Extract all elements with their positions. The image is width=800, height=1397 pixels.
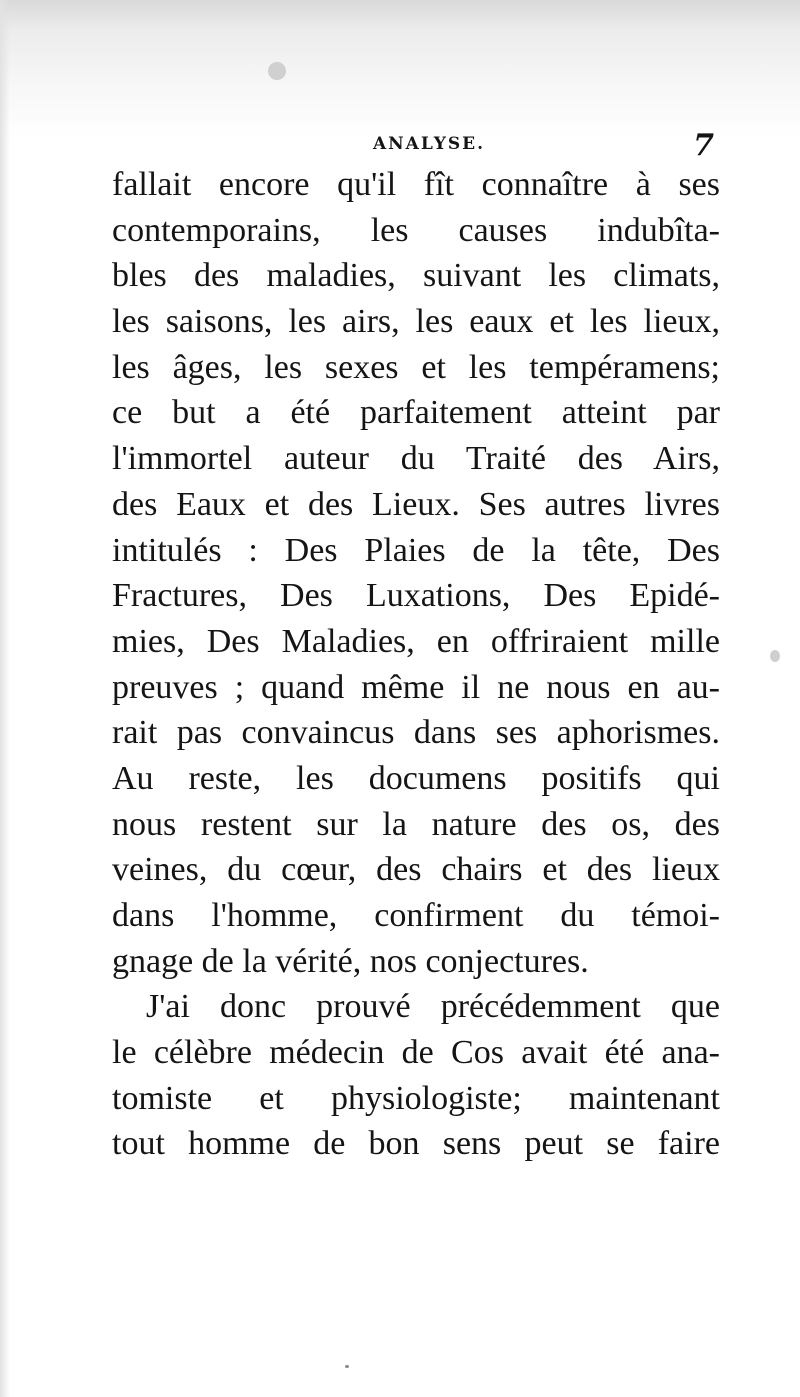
text-line: tomiste et physiologiste; maintenant	[112, 1079, 720, 1117]
text-line: intitulés : Des Plaies de la tête, Des	[112, 531, 720, 569]
text-line: Fractures, Des Luxations, Des Epidé-	[112, 577, 720, 615]
text-line: l'immortel auteur du Traité des Airs,	[112, 440, 720, 478]
page-edge-shadow	[0, 0, 10, 1397]
text-line: tout homme de bon sens peut se faire	[112, 1125, 720, 1163]
text-line: bles des maladies, suivant les climats,	[112, 257, 720, 295]
paper-speck	[345, 1365, 349, 1368]
text-line: contemporains, les causes indubîta-	[112, 211, 720, 249]
text-line: le célèbre médecin de Cos avait été ana-	[112, 1034, 720, 1072]
text-line: les âges, les sexes et les tempéramens;	[112, 348, 720, 386]
text-line: preuves ; quand même il ne nous en au-	[112, 668, 720, 706]
paper-speck	[770, 650, 780, 662]
running-head: ANALYSE.	[372, 134, 486, 154]
body-text	[112, 162, 720, 1167]
text-line: les saisons, les airs, les eaux et les lieux,	[112, 303, 720, 341]
text-line: gnage de la vérité, nos conjectures.	[112, 942, 589, 980]
text-line: fallait encore qu'il fît connaître à ses	[112, 166, 720, 203]
paper-speck	[268, 62, 286, 80]
text-line: dans l'homme, confirment du témoi-	[112, 897, 720, 934]
text-line: Au reste, les documens positifs qui	[112, 759, 720, 797]
text-line: J'ai donc prouvé précédemment que	[146, 988, 720, 1026]
text-line: des Eaux et des Lieux. Ses autres livres	[112, 485, 720, 523]
text-line: rait pas convaincus dans ses aphorismes.	[112, 714, 720, 752]
text-line: veines, du cœur, des chairs et des lieux	[112, 851, 720, 889]
text-line: ce but a été parfaitement atteint par	[112, 394, 720, 432]
text-line: mies, Des Maladies, en offriraient mille	[112, 622, 720, 660]
text-line: nous restent sur la nature des os, des	[112, 805, 720, 843]
page-number: 7	[693, 128, 714, 163]
